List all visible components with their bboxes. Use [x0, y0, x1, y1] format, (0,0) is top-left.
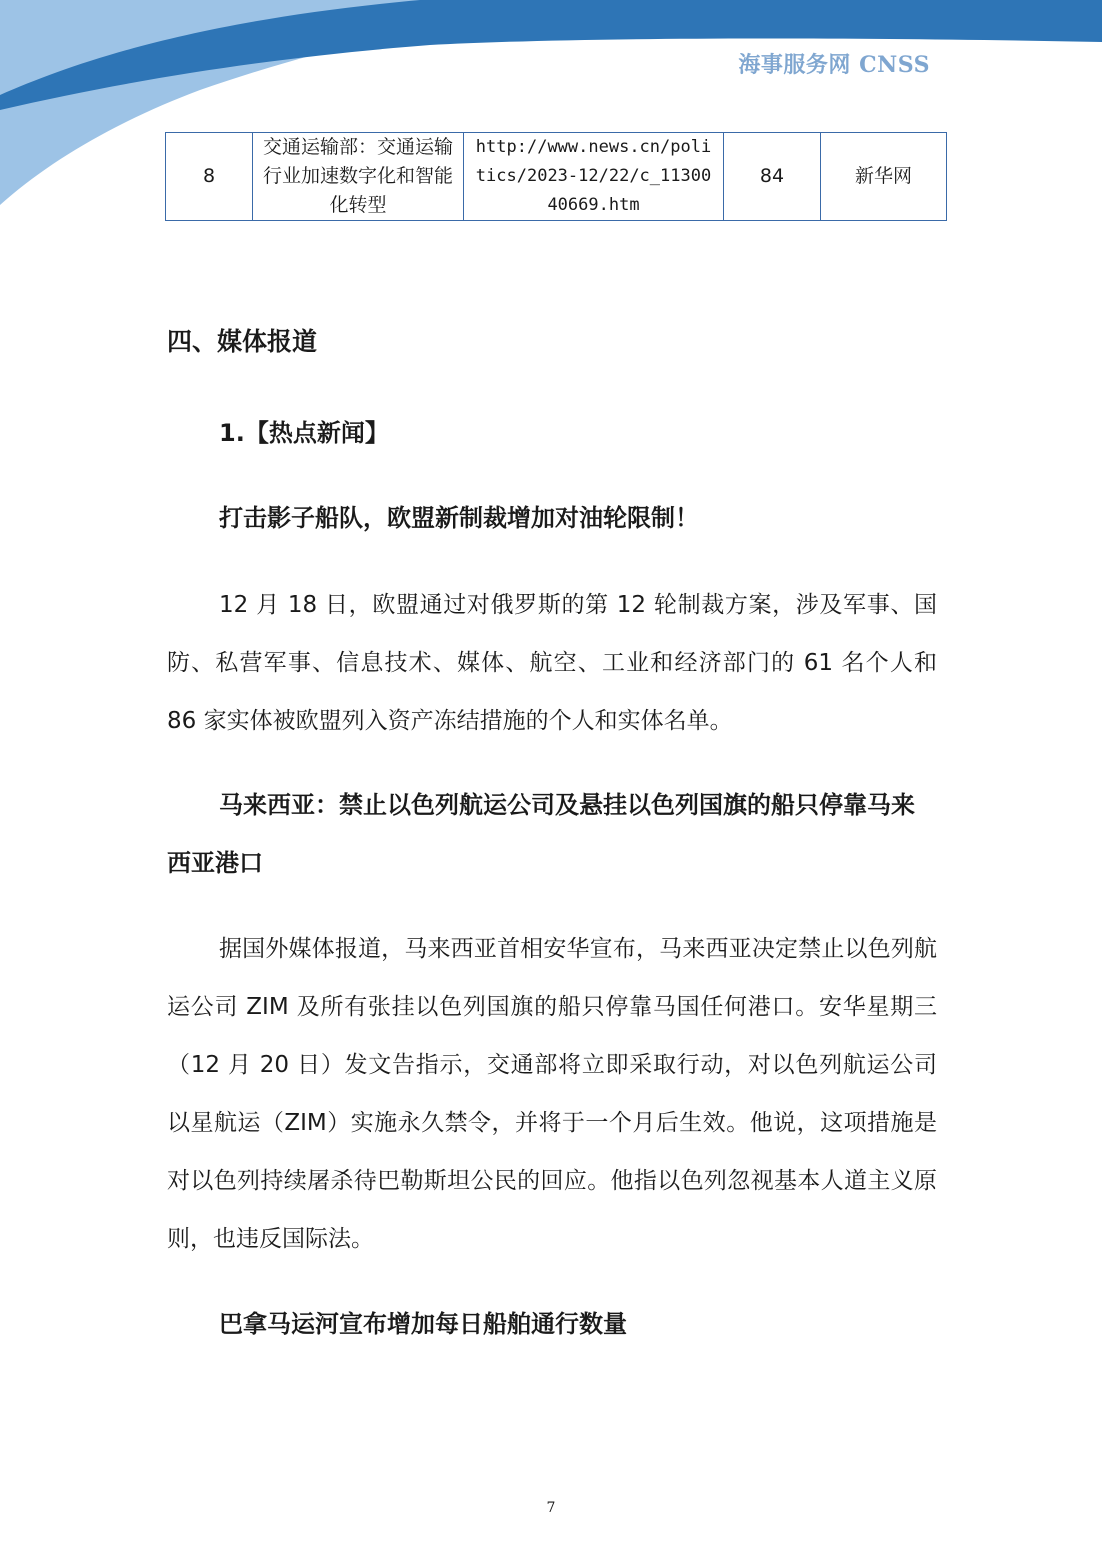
row-source-cell: 新华网: [821, 133, 947, 221]
section-heading: 四、媒体报道: [167, 327, 318, 356]
row-count-cell: 84: [724, 133, 821, 221]
row-title-cell: 交通运输部：交通运输行业加速数字化和智能化转型: [253, 133, 464, 221]
reference-table: [165, 132, 947, 221]
article-title-1: 打击影子船队，欧盟新制裁增加对油轮限制！: [219, 504, 699, 532]
table-row: [166, 133, 947, 221]
article-title-2: 马来西亚：禁止以色列航运公司及悬挂以色列国旗的船只停靠马来西亚港口: [167, 791, 915, 877]
row-index-cell: 8: [166, 133, 253, 221]
brand-logo-text: 海事服务网 CNSS: [738, 52, 930, 78]
article-title-3: 巴拿马运河宣布增加每日船舶通行数量: [219, 1310, 627, 1338]
subsection-heading: 1.【热点新闻】: [219, 419, 389, 447]
page-number: 7: [546, 1500, 556, 1516]
article-body-2: 据国外媒体报道，马来西亚首相安华宣布，马来西亚决定禁止以色列航运公司 ZIM 及所有张挂以色列国旗的船只停靠马国任何港口。安华星期三（12 月 20 日）发文告指示，交通部将立即采取行动，对以色列航运公司以星航运（ZIM）实施永久禁令，并将于一个月后生效。他说，这项措施是对以色列持续屠杀待巴勒斯坦公民的回应。他指以色列忽视基本人道主义原则，也违反国际法。: [167, 936, 937, 1252]
row-url-link[interactable]: http://www.news.cn/politics/2023-12/22/c_1130040669.htm: [464, 133, 724, 221]
article-body-1: 12 月 18 日，欧盟通过对俄罗斯的第 12 轮制裁方案，涉及军事、国防、私营军事、信息技术、媒体、航空、工业和经济部门的 61 名个人和 86 家实体被欧盟列入资产冻结措施的个人和实体名单。: [167, 592, 937, 734]
